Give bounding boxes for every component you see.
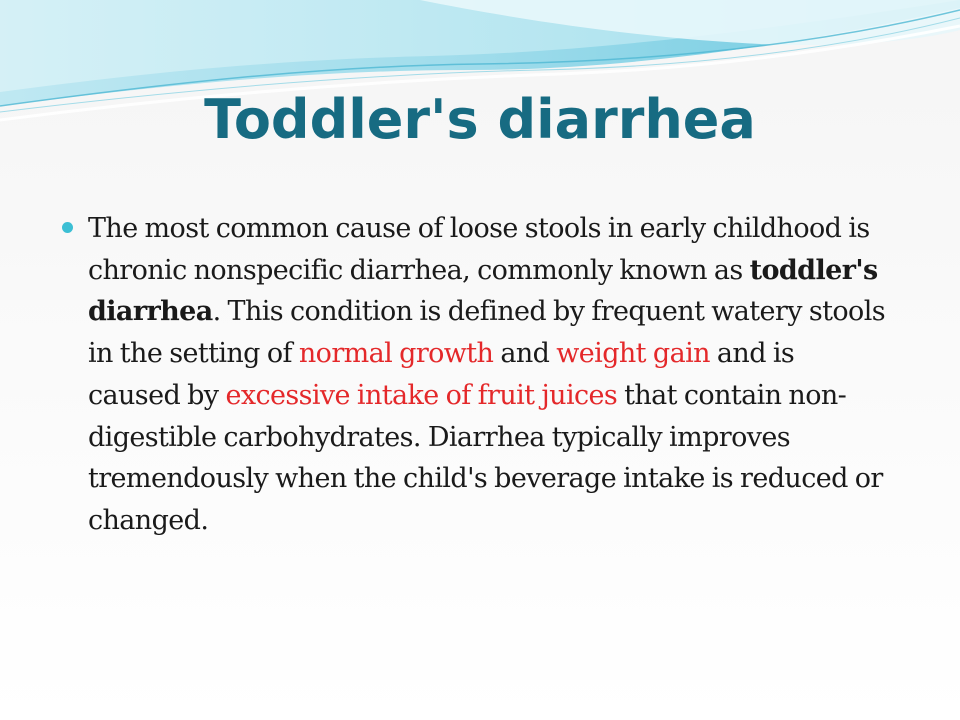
highlight-term: normal growth bbox=[298, 338, 494, 370]
text-segment: and is caused by bbox=[88, 338, 795, 411]
text-segment: . This condition is defined by frequent watery stools in the setting of bbox=[88, 296, 885, 370]
bullet-text bbox=[88, 208, 892, 542]
text-segment: The most common cause of loose stools in early childhood is chronic nonspecific diarrhea, commonly known as bbox=[88, 213, 870, 286]
slide-title: Toddler's diarrhea bbox=[204, 88, 756, 151]
highlight-term: excessive intake of fruit juices bbox=[225, 379, 618, 411]
highlight-term: weight gain bbox=[556, 338, 710, 370]
emphasis-term: toddler's diarrhea bbox=[88, 254, 878, 328]
text-segment: and bbox=[493, 338, 557, 370]
bullet-item bbox=[62, 208, 892, 542]
bullet-dot-icon bbox=[62, 222, 73, 233]
text-segment: that contain non-digestible carbohydrates. Diarrhea typically improves tremendously when the child's beverage intake is reduced or changed. bbox=[88, 379, 883, 536]
slide-body bbox=[62, 208, 892, 542]
